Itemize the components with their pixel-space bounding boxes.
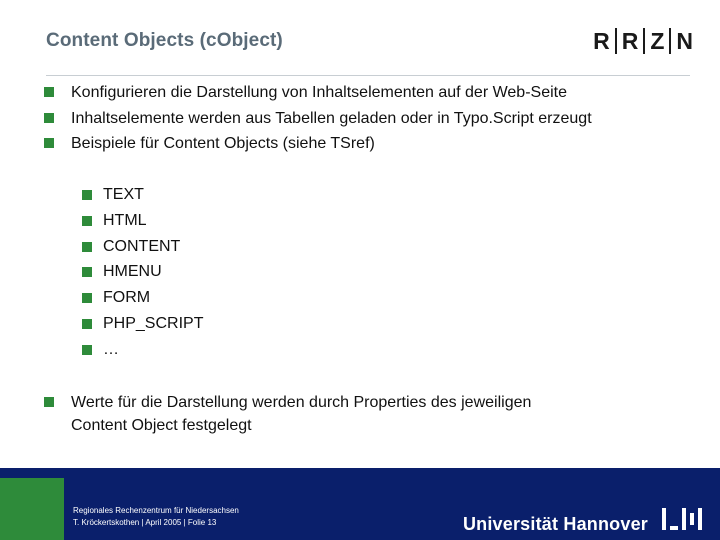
list-item [44, 80, 592, 106]
logo-bar [682, 508, 686, 530]
footer-green-block [0, 478, 64, 540]
square-bullet-icon [44, 138, 54, 148]
footer-line-2: T. Kröckertskothen | April 2005 | Folie 13 [73, 518, 217, 527]
bullet-text-line1: Werte für die Darstellung werden durch Properties des jeweiligen [71, 394, 532, 411]
slide-title: Content Objects (cObject) [46, 30, 283, 51]
square-bullet-icon [44, 397, 54, 407]
logo-bar [662, 508, 666, 530]
logo-letter: Z [650, 28, 665, 54]
list-item [82, 234, 203, 260]
square-bullet-icon [82, 242, 92, 252]
bullet-text: FORM [103, 289, 151, 307]
bullet-text: HMENU [103, 263, 162, 281]
bullet-text: CONTENT [103, 237, 181, 255]
list-item [82, 311, 203, 337]
logo-bar [698, 508, 702, 530]
bullet-text: Beispiele für Content Objects (siehe TSref) [71, 135, 375, 152]
list-item [82, 337, 203, 363]
square-bullet-icon [82, 216, 92, 226]
logo-bar [670, 526, 678, 530]
logo-letter: N [676, 28, 693, 54]
bullet-text-line2: Content Object festgelegt [71, 417, 252, 434]
footer-bar [0, 468, 720, 540]
bullet-text: Inhaltselemente werden aus Tabellen geladen oder in Typo.Script erzeugt [71, 109, 592, 127]
luh-logo-icon [662, 508, 702, 530]
square-bullet-icon [82, 293, 92, 303]
square-bullet-icon [82, 319, 92, 329]
square-bullet-icon [44, 113, 54, 123]
university-name: Universität Hannover [462, 514, 648, 534]
list-item [44, 131, 592, 157]
sub-bullet-list [82, 182, 203, 363]
bullet-text: Konfigurieren die Darstellung von Inhaltselementen auf der Web-Seite [71, 84, 567, 101]
bullet-text: … [103, 340, 119, 358]
list-item [82, 208, 203, 234]
footer-credits [73, 505, 239, 529]
bullet-text: PHP_SCRIPT [103, 314, 204, 332]
main-bullet-list [44, 80, 592, 157]
list-item [82, 182, 203, 208]
logo-bar [690, 513, 694, 525]
logo-letter: R [593, 28, 610, 54]
list-item [44, 391, 644, 437]
list-item [82, 285, 203, 311]
list-item [82, 259, 203, 285]
square-bullet-icon [44, 87, 54, 97]
footer-accent [0, 468, 64, 478]
square-bullet-icon [82, 345, 92, 355]
rrzn-logo [588, 28, 698, 54]
title-divider [46, 75, 690, 76]
bullet-text: TEXT [103, 186, 144, 203]
final-bullet-list [44, 391, 644, 437]
logo-letter: R [621, 28, 639, 54]
square-bullet-icon [82, 267, 92, 277]
bullet-text: HTML [103, 211, 147, 229]
list-item [44, 106, 592, 132]
square-bullet-icon [82, 190, 92, 200]
footer-line-1: Regionales Rechenzentrum für Niedersachsen [73, 506, 239, 515]
